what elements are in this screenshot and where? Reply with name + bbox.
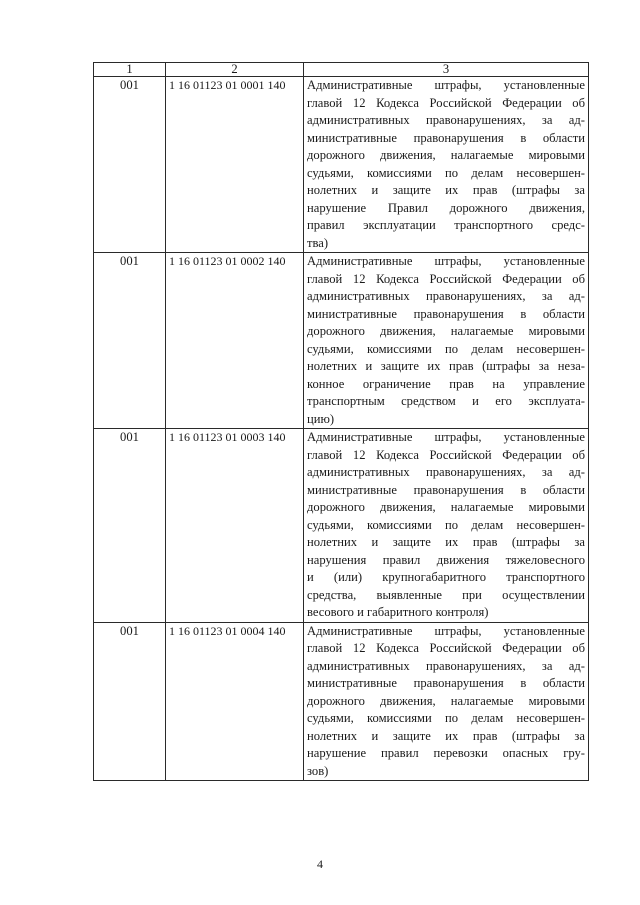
budget-classification-code-cell: 1 16 01123 01 0002 140 [166,253,304,429]
budget-classification-code-cell: 1 16 01123 01 0004 140 [166,622,304,781]
admin-code-cell: 001 [94,622,166,781]
description-line: административных правонарушениях, за ад- [307,113,585,127]
admin-code-cell: 001 [94,77,166,253]
description-line: и (или) крупногабаритного транспортного [307,570,585,584]
description-line: административных правонарушениях, за ад- [307,465,585,479]
description-line: дорожного движения, налагаемые мировыми [307,148,585,162]
column-header-1: 1 [94,63,166,77]
description-line: нолетних и защите их прав (штрафы за [307,535,585,549]
description-line: дорожного движения, налагаемые мировыми [307,693,585,708]
description-line: министративные правонарушения в области [307,676,585,690]
description-line: Административные штрафы, установленные [307,430,585,444]
description-line: весового и габаритного контроля) [307,605,489,619]
description-line: судьями, комиссиями по делам несовершен- [307,711,585,725]
description-line: главой 12 Кодекса Российской Федерации об [307,641,585,655]
description-line: Административные штрафы, установленные [307,254,585,268]
description-line: Административные штрафы, установленные [307,78,585,92]
budget-codes-table [93,62,589,781]
budget-classification-code-cell: 1 16 01123 01 0001 140 [166,77,304,253]
table-row [94,429,589,623]
column-header-3: 3 [304,63,589,77]
description-line: средства, выявленные при осуществлении [307,587,585,602]
table-row [94,77,589,253]
budget-classification-code-cell: 1 16 01123 01 0003 140 [166,429,304,623]
description-line: главой 12 Кодекса Российской Федерации об [307,271,585,286]
description-line: нолетних и защите их прав (штрафы за неза- [307,359,585,373]
admin-code-cell: 001 [94,429,166,623]
description-line: конное ограничение прав на управление [307,376,585,391]
description-line: транспортным средством и его эксплуата- [307,394,585,408]
description-line: нарушения правил движения тяжеловесного [307,552,585,567]
table-row [94,622,589,781]
description-line: министративные правонарушения в области [307,306,585,321]
description-line: зов) [307,763,329,778]
page-number: 4 [317,857,323,871]
description-cell [304,77,589,253]
description-line: правил эксплуатации транспортного средс- [307,218,585,232]
description-line: министративные правонарушения в области [307,482,585,497]
description-line: главой 12 Кодекса Российской Федерации об [307,95,585,110]
description-cell [304,253,589,429]
description-line: судьями, комиссиями по делам несовершен- [307,341,585,356]
description-line: нолетних и защите их прав (штрафы за [307,183,585,197]
description-line: министративные правонарушения в области [307,130,585,145]
description-line: административных правонарушениях, за ад- [307,289,585,303]
description-line: Административные штрафы, установленные [307,623,585,638]
table-header-row [94,63,589,77]
description-line: судьями, комиссиями по делам несовершен- [307,517,585,532]
description-line: тва) [307,235,329,250]
description-line: дорожного движения, налагаемые мировыми [307,324,585,338]
description-line: судьями, комиссиями по делам несовершен- [307,165,585,180]
description-cell [304,622,589,781]
column-header-2: 2 [166,63,304,77]
table-body [94,77,589,781]
description-cell [304,429,589,623]
description-line: цию) [307,411,335,426]
table-row [94,253,589,429]
description-line: нарушение Правил дорожного движения, [307,200,585,215]
description-line: административных правонарушениях, за ад- [307,658,585,673]
description-line: дорожного движения, налагаемые мировыми [307,500,585,514]
admin-code-cell: 001 [94,253,166,429]
description-line: главой 12 Кодекса Российской Федерации об [307,447,585,462]
description-line: нарушение правил перевозки опасных гру- [307,746,585,760]
description-line: нолетних и защите их прав (штрафы за [307,728,585,743]
